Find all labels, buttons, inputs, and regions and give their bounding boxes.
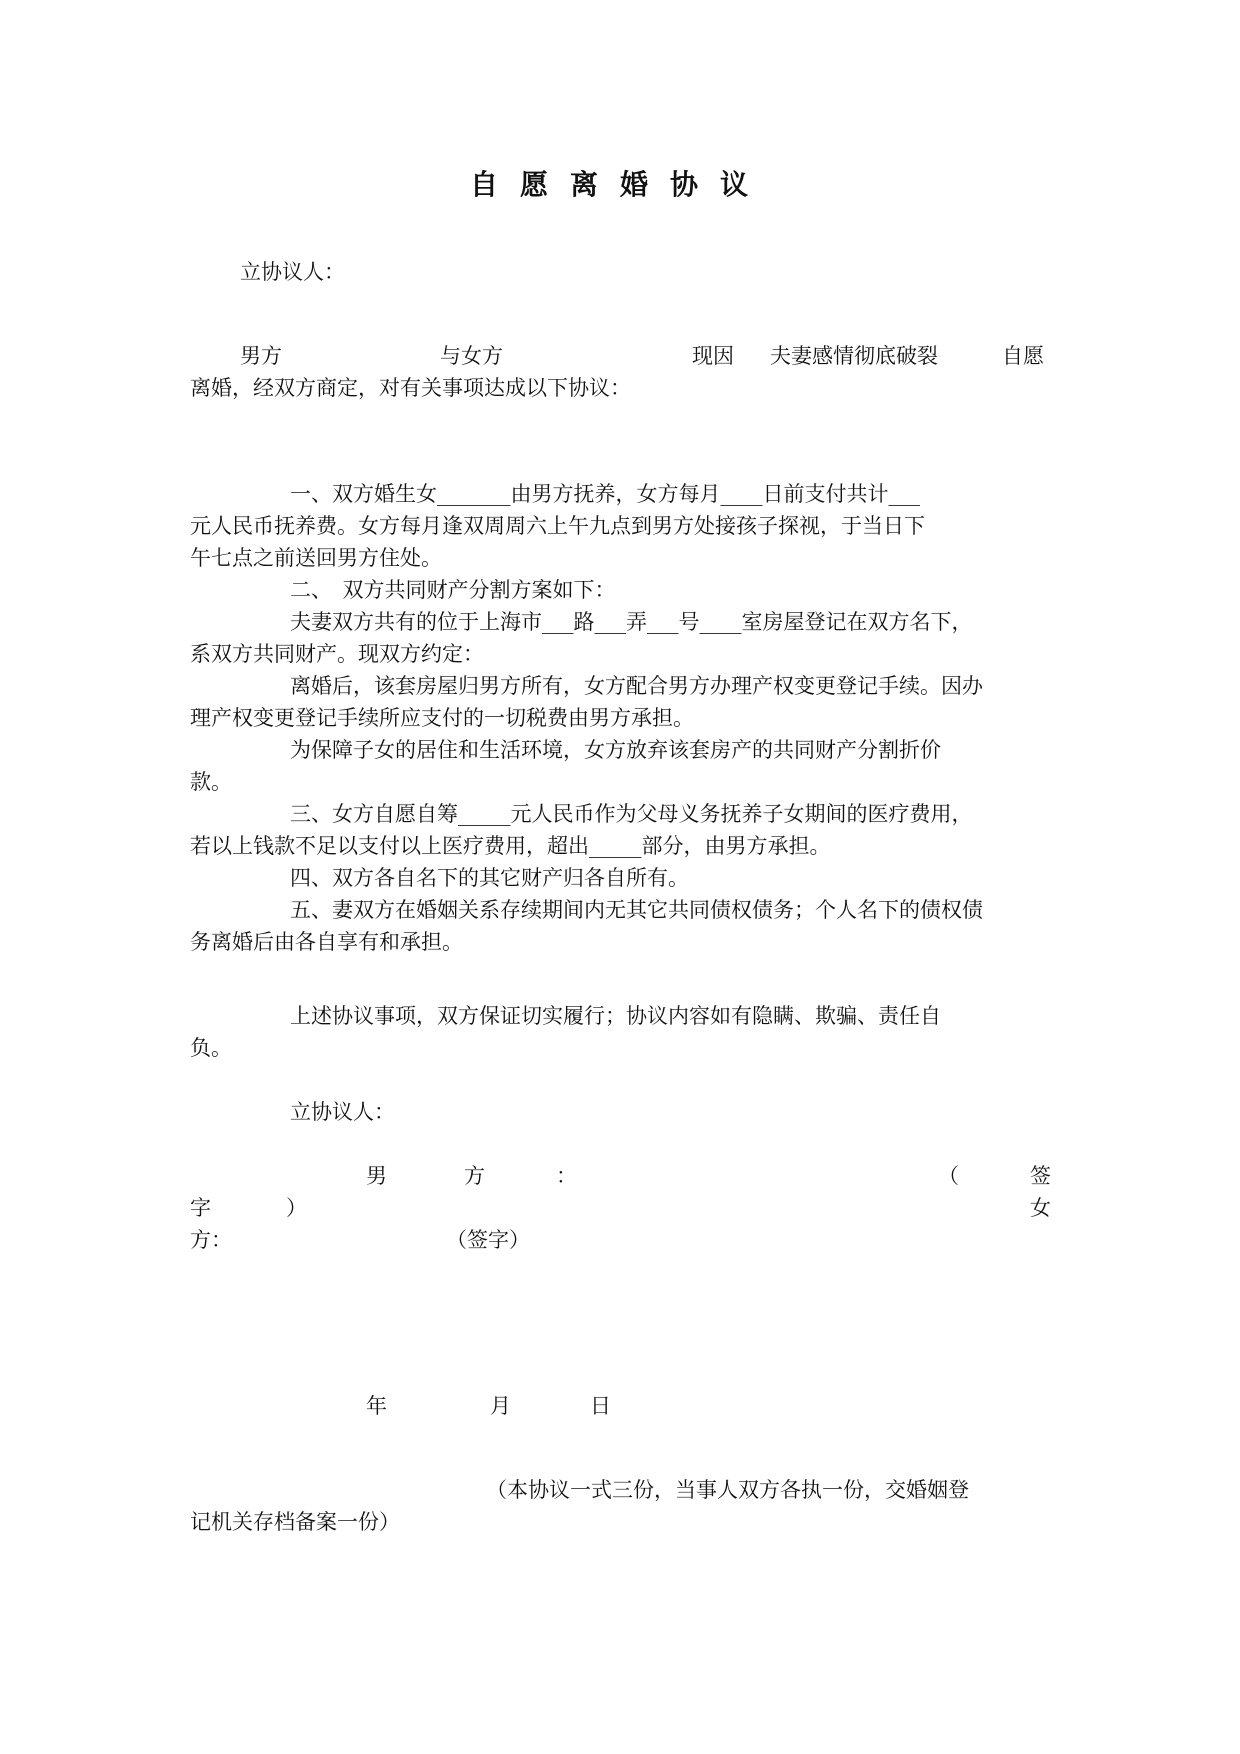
signature-female-sign: （签字）: [446, 1228, 530, 1252]
intro-now-due: 现因: [692, 344, 734, 368]
clause3-line1: 三、女方自愿自筹_____元人民币作为父母义务抚养子女期间的医疗费用，: [290, 802, 973, 826]
signature-sign-char2: 字: [190, 1196, 211, 1220]
clause1-line3: 午七点之前送回男方住处。: [190, 546, 442, 570]
signers-label-bottom: 立协议人：: [290, 1100, 395, 1124]
document-title: 自愿离婚协议: [469, 168, 770, 201]
clause2-line2: 系双方共同财产。现双方约定：: [190, 642, 484, 666]
signature-close-paren: ）: [286, 1196, 307, 1220]
clause1-line2: 元人民币抚养费。女方每月逢双周周六上午九点到男方处接孩子探视，于当日下: [190, 514, 925, 538]
signers-label-top: 立协议人：: [240, 260, 345, 284]
signature-male-char2: 方: [464, 1164, 485, 1188]
note-line1: （本协议一式三份，当事人双方各执一份，交婚姻登: [486, 1478, 969, 1502]
date-month: 月: [490, 1394, 511, 1418]
signature-female-line: 方：: [190, 1228, 232, 1252]
clause5-line2: 务离婚后由各自享有和承担。: [190, 930, 463, 954]
intro-reason: 夫妻感情彻底破裂: [770, 344, 938, 368]
signature-open-paren: （: [938, 1164, 959, 1188]
clause2-line1: 夫妻双方共有的位于上海市___路___弄___号____室房屋登记在双方名下，: [290, 610, 973, 634]
note-line2: 记机关存档备案一份）: [190, 1510, 400, 1534]
date-year: 年: [366, 1394, 387, 1418]
clause2-line4: 理产权变更登记手续所应支付的一切税费由男方承担。: [190, 706, 694, 730]
clause2-line6: 款。: [190, 770, 232, 794]
clause1-line1: 一、双方婚生女_______由男方抚养，女方每月____日前支付共计___: [290, 482, 920, 506]
signature-male-colon: ：: [556, 1164, 577, 1188]
clause2-heading: 二、 双方共同财产分割方案如下：: [290, 578, 616, 602]
signature-female-char1: 女: [1030, 1196, 1051, 1220]
clause2-line3: 离婚后，该套房屋归男方所有，女方配合男方办理产权变更登记手续。因办: [290, 674, 983, 698]
clause5-line1: 五、妻双方在婚姻关系存续期间内无其它共同债权债务；个人名下的债权债: [290, 898, 983, 922]
guarantee-line2: 负。: [190, 1036, 232, 1060]
clause2-line5: 为保障子女的居住和生活环境，女方放弃该套房产的共同财产分割折价: [290, 738, 941, 762]
intro-line-2: 离婚，经双方商定，对有关事项达成以下协议：: [190, 376, 631, 400]
intro-voluntary: 自愿: [1002, 344, 1044, 368]
signature-male-char1: 男: [366, 1164, 387, 1188]
clause4: 四、双方各自名下的其它财产归各自所有。: [290, 866, 689, 890]
intro-with-female: 与女方: [440, 344, 503, 368]
clause3-line2: 若以上钱款不足以支付以上医疗费用，超出_____部分，由男方承担。: [190, 834, 831, 858]
signature-sign-char1: 签: [1030, 1164, 1051, 1188]
intro-male: 男方: [240, 344, 282, 368]
guarantee-line1: 上述协议事项，双方保证切实履行；协议内容如有隐瞒、欺骗、责任自: [290, 1004, 941, 1028]
date-day: 日: [590, 1394, 611, 1418]
